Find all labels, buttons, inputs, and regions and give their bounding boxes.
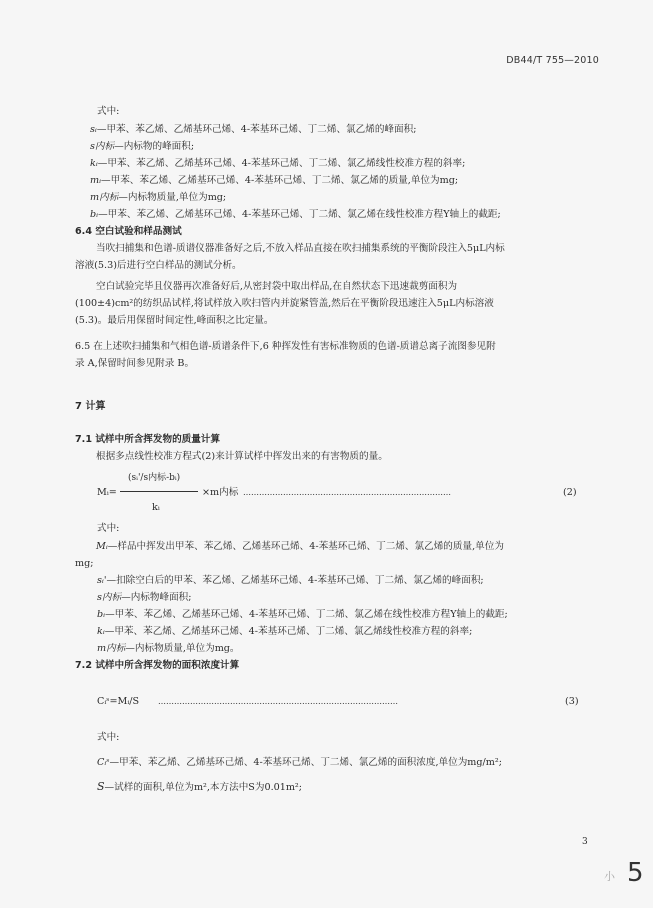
paragraph-line: 当吹扫捕集和色谱-质谱仪器准备好之后,不放入样品直接在吹扫捕集系统的平衡阶段注入5μL内标 [96, 243, 505, 254]
definition: —甲苯、苯乙烯、乙烯基环己烯、4-苯基环己烯、丁二烯、氯乙烯在线性校准方程Y轴上的截距; [105, 609, 508, 620]
definition: —甲苯、苯乙烯、乙烯基环己烯、4-苯基环己烯、丁二烯、氯乙烯的面积浓度,单位为mg/m²; [109, 757, 502, 768]
section-heading: 7.2 试样中所含挥发物的面积浓度计算 [75, 660, 240, 671]
where-item [97, 757, 502, 769]
chapter-heading: 7 计算 [75, 401, 106, 412]
where-item [97, 575, 484, 587]
definition: —试样的面积,单位为m²,本方法中S为0.01m²; [104, 782, 303, 793]
symbol: kᵢ [97, 626, 105, 637]
where-label: 式中: [97, 732, 120, 743]
where-item [97, 626, 472, 638]
symbol: bᵢ [90, 209, 99, 220]
paragraph-line: (100±4)cm²的纺织品试样,将试样放入吹扫管内并旋紧管盖,然后在平衡阶段迅速注入5μL内标溶液 [75, 298, 494, 309]
paragraph-line: 溶液(5.3)后进行空白样品的测试分析。 [75, 260, 242, 271]
section-heading: 6.4 空白试验和样品测试 [75, 226, 182, 237]
where-item [97, 643, 240, 655]
equation-number: (3) [565, 696, 579, 707]
where-item [97, 781, 302, 794]
where-label: 式中: [97, 106, 120, 117]
paragraph-line: 6.5 在上述吹扫捕集和气相色谱-质谱条件下,6 种挥发性有害标准物质的色谱-质谱总离子流图参见附 [75, 341, 496, 352]
definition: —扣除空白后的甲苯、苯乙烯、乙烯基环己烯、4-苯基环己烯、丁二烯、氯乙烯的峰面积; [106, 575, 484, 586]
where-item [90, 124, 416, 136]
symbol: kᵢ [90, 158, 98, 169]
where-item [97, 609, 508, 621]
equation-number: (2) [563, 487, 577, 498]
formula-dots: …………………………………………………………………… [243, 488, 451, 497]
where-item [97, 592, 192, 604]
definition: —甲苯、苯乙烯、乙烯基环己烯、4-苯基环己烯、丁二烯、氯乙烯的峰面积; [96, 124, 417, 135]
where-label: 式中: [97, 523, 120, 534]
definition: —内标物质量,单位为mg; [118, 192, 227, 203]
symbol: m内标 [97, 643, 126, 654]
where-item [90, 175, 458, 187]
definition: —内标物的峰面积; [114, 141, 195, 152]
formula: Cᵢˢ=Mᵢ/S [97, 696, 140, 707]
symbol: mᵢ [90, 175, 102, 186]
formula-rhs: ×m内标 [202, 487, 239, 498]
page-number: 3 [582, 837, 588, 847]
symbol: Mᵢ [96, 541, 108, 552]
definition: —内标物峰面积; [121, 592, 192, 603]
symbol: Cᵢˢ [97, 757, 110, 768]
symbol: sᵢ' [97, 575, 107, 586]
where-item [90, 158, 465, 170]
document-code-header: DB44/T 755—2010 [506, 55, 599, 66]
paragraph-line: mg; [75, 558, 94, 569]
paragraph-line: (5.3)。最后用保留时间定性,峰面积之比定量。 [75, 315, 274, 326]
where-item [90, 141, 194, 153]
definition: —甲苯、苯乙烯、乙烯基环己烯、4-苯基环己烯、丁二烯、氯乙烯在线性校准方程Y轴上的截距; [98, 209, 501, 220]
formula-denominator: kᵢ [152, 502, 160, 513]
definition: —样品中挥发出甲苯、苯乙烯、乙烯基环己烯、4-苯基环己烯、丁二烯、氯乙烯的质量,单位为 [107, 541, 504, 552]
where-item [96, 541, 504, 553]
definition: —甲苯、苯乙烯、乙烯基环己烯、4-苯基环己烯、丁二烯、氯乙烯的质量,单位为mg; [101, 175, 459, 186]
symbol: s内标 [97, 592, 122, 603]
symbol: m内标 [90, 192, 119, 203]
formula-numerator: (sᵢ'/s内标-bᵢ) [128, 473, 181, 483]
definition: —内标物质量,单位为mg。 [125, 643, 240, 654]
where-item [90, 209, 501, 221]
paragraph-line: 空白试验完毕且仪器再次准备好后,从密封袋中取出样品,在自然状态下迅速裁剪面积为 [96, 281, 458, 292]
paragraph-line: 根据多点线性校准方程式(2)来计算试样中挥发出来的有害物质的量。 [96, 451, 388, 462]
fraction-bar [120, 491, 198, 492]
definition: —甲苯、苯乙烯、乙烯基环己烯、4-苯基环己烯、丁二烯、氯乙烯线性校准方程的斜率; [104, 626, 473, 637]
where-item [90, 192, 226, 204]
corner-number: 5 [627, 858, 644, 888]
symbol: sᵢ [90, 124, 97, 135]
definition: —甲苯、苯乙烯、乙烯基环己烯、4-苯基环己烯、丁二烯、氯乙烯线性校准方程的斜率; [97, 158, 466, 169]
symbol: S [97, 780, 105, 793]
corner-mark: 小 [604, 870, 615, 883]
symbol: s内标 [90, 141, 115, 152]
formula-lhs: Mᵢ= [97, 487, 117, 498]
section-heading: 7.1 试样中所含挥发物的质量计算 [75, 434, 221, 445]
formula-dots: ……………………………………………………………………………… [158, 697, 398, 706]
paragraph-line: 录 A,保留时间参见附录 B。 [75, 358, 195, 369]
symbol: bᵢ [97, 609, 106, 620]
